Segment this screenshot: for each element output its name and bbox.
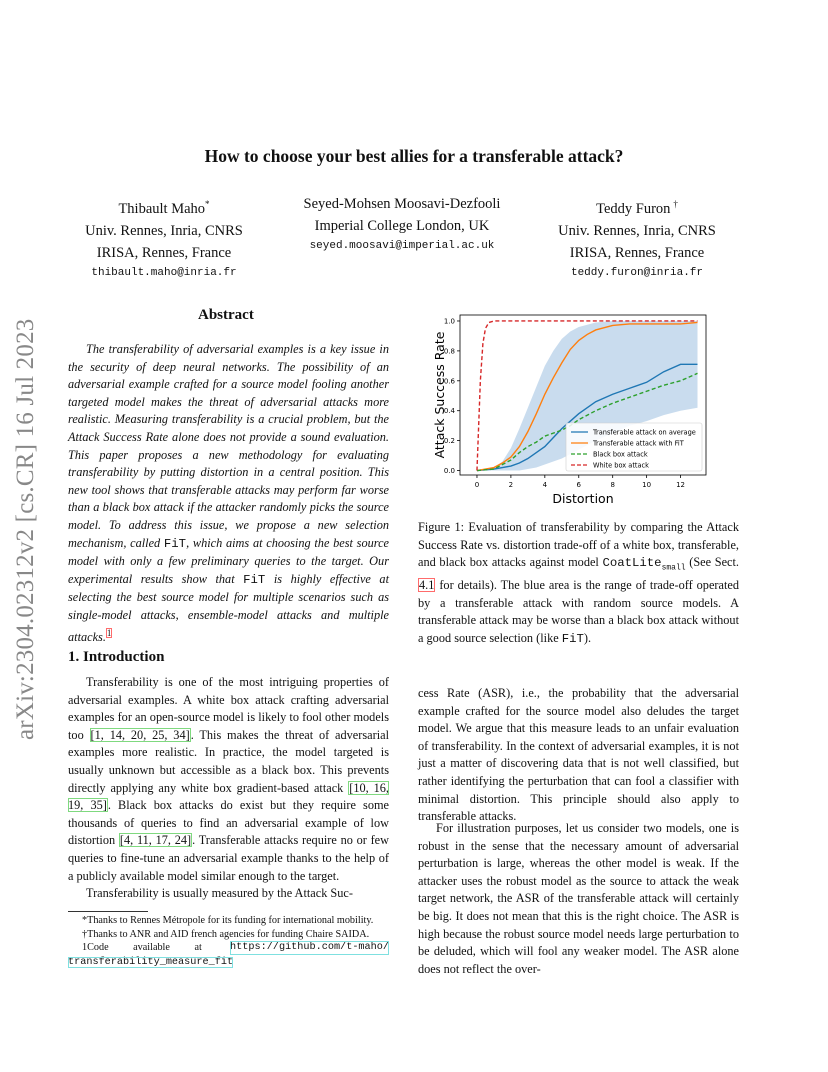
chart-x-tick-label: 10 xyxy=(642,481,652,489)
fit-term: FiT xyxy=(163,536,187,551)
citation-link[interactable]: [4, 11, 17, 24] xyxy=(119,833,192,848)
intro-text: Transferability is one of the most intriguing properties of adversarial examples. A white box attack crafting adversarial examples for an open-source model is likely to fool other models too xyxy=(68,675,389,742)
chart-y-tick-label: 0.4 xyxy=(443,407,455,416)
intro-paragraph-1 xyxy=(68,674,389,885)
arxiv-stamp xyxy=(4,300,60,740)
chart-x-axis-label: Distortion xyxy=(552,491,614,506)
footnote-3 xyxy=(68,941,389,969)
author-affiliation: IRISA, Rennes, France xyxy=(569,244,705,261)
section-link[interactable]: 4.1 xyxy=(419,578,435,593)
intro-text: . Black box attacks do exist but they require some thousands of queries to find an adversarial example of low distortion xyxy=(68,798,389,848)
section-heading-introduction: 1. Introduction xyxy=(68,649,165,665)
caption-model-sub: small xyxy=(661,563,686,573)
citation-link[interactable]: [10, 16, 19, 35] xyxy=(68,780,389,813)
footnote-link[interactable]: 1 xyxy=(106,627,112,638)
author-name: Seyed-Mohsen Moosavi-Dezfooli xyxy=(303,196,501,212)
citation-link[interactable]: [1, 14, 20, 25, 34] xyxy=(90,727,190,742)
chart-y-tick-label: 0.6 xyxy=(443,377,455,386)
chart-legend-label: Black box attack xyxy=(593,450,648,459)
chart-x-tick-label: 8 xyxy=(610,481,615,489)
chart-y-tick-label: 0.0 xyxy=(443,467,455,476)
code-url-cont[interactable]: transferability_measure_fit xyxy=(68,956,234,968)
footnote-rule xyxy=(68,911,148,912)
intro-text: . Transferable attacks require no or few queries to fine-tune an adversarial example thanks to the help of a publicly available model similar enough to the target. xyxy=(68,833,390,883)
chart-y-axis-label: Attack Success Rate xyxy=(432,331,447,459)
paper-title: How to choose your best allies for a transferable attack? xyxy=(204,146,624,166)
footnote-2: †Thanks to ANR and AID french agencies for funding Chaire SAIDA. xyxy=(82,929,370,940)
author-block-2 xyxy=(278,193,526,255)
intro-paragraph-2: Transferability is usually measured by the Attack Suc- xyxy=(86,886,353,900)
chart-x-tick-label: 6 xyxy=(576,481,581,489)
caption-text: ). xyxy=(583,631,592,646)
chart-x-tick-label: 2 xyxy=(508,481,514,489)
author-email[interactable]: seyed.moosavi@imperial.ac.uk xyxy=(309,240,495,252)
chart-y-tick-label: 0.8 xyxy=(443,347,455,356)
author-affiliation: Univ. Rennes, Inria, CNRS xyxy=(558,222,716,239)
chart-y-tick-label: 1.0 xyxy=(443,317,455,326)
caption-text: Figure 1: Evaluation of transferability by comparing the Attack Success Rate vs. distortion trade-off of a white box, transferable, and black box attacks against model xyxy=(418,520,739,570)
chart-x-tick-label: 12 xyxy=(676,481,686,489)
figure-1-caption xyxy=(418,519,739,649)
chart-y-tick-label: 0.2 xyxy=(443,437,455,446)
caption-model: CoatLite xyxy=(602,556,662,571)
arxiv-id: arXiv:2304.02312v2 [cs.CR] 16 Jul 2023 xyxy=(12,318,39,740)
author-block-3 xyxy=(532,193,742,282)
author-email[interactable]: teddy.furon@inria.fr xyxy=(570,266,704,279)
author-mark: † xyxy=(673,199,678,209)
chart-x-tick-label: 0 xyxy=(474,481,480,489)
code-url[interactable]: https://github.com/t-maho/ xyxy=(230,942,389,953)
fit-term: FiT xyxy=(243,572,266,587)
footnote-3-label: 1Code available at xyxy=(82,942,202,953)
abstract-heading: Abstract xyxy=(198,307,254,323)
author-name: Thibault Maho xyxy=(118,200,206,217)
chart-x-tick-label: 4 xyxy=(542,481,548,489)
right-column-paragraph-1: cess Rate (ASR), i.e., the probability that the adversarial example crafted for the source model also deludes the target model. We argue that this measure leads to an unfair evaluation of transferability. In the context of adversarial examples, it is not just a matter of discovering data that is not well classified, but rather identifying the perturbation that can fool a classifier with minimal distortion. This principle should also apply to transferable attacks. xyxy=(418,686,739,824)
author-block-1 xyxy=(64,193,264,282)
abstract-part: is highly effective at selecting the best source model for multiple scenarios such as single-model attacks, ensemble-model attacks and multiple attacks. xyxy=(68,571,389,644)
abstract-part: , which aims at choosing the best source model with only a few preliminary queries to the target. Our experimental results show that xyxy=(68,535,390,586)
caption-text: for details). The blue area is the range of trade-off operated by a transferable attack with random source models. A transferable attack may be worse than a black box attack without a good source selection (like xyxy=(418,578,739,646)
figure-1-chart xyxy=(416,305,746,510)
author-affiliation: Univ. Rennes, Inria, CNRS xyxy=(85,222,243,239)
author-mark: * xyxy=(205,199,210,209)
abstract-text xyxy=(68,341,389,646)
caption-text: (See Sect. xyxy=(685,555,739,570)
footnote-1: *Thanks to Rennes Métropole for its funding for international mobility. xyxy=(82,915,374,926)
intro-text: . This makes the threat of adversarial examples more realistic. In practice, the model targeted is usually unknown but accessible as a black box. This prevents directly applying any white box gradient-based attack xyxy=(68,727,389,795)
chart-legend-label: Transferable attack on average xyxy=(593,428,696,437)
right-column-paragraph-2: For illustration purposes, let us consider two models, one is robust in the sense that the necessary amount of adversarial perturbation is large, whereas the other model is weak. If the attacker uses the robust model as the source to attack the weak target network, the ASR of the transferable attack will certainly be big. It does not mean that this is the right choice. The ASR is high because the robust source model needs large perturbation to be deluded, which will fool any weaker model. The ASR alone does not reflect the over- xyxy=(418,821,739,976)
chart-legend-label: Transferable attack with FiT xyxy=(593,439,684,448)
author-name: Teddy Furon xyxy=(596,200,671,217)
abstract-part: The transferability of adversarial examples is a key issue in the security of deep neural networks. The possibility of an adversarial example crafted for a source model fooling another targeted model makes the threat of adversarial attacks more realistic. Measuring transferability is a crucial problem, but the Attack Success Rate alone does not provide a sound evaluation. This paper proposes a new methodology for evaluating transferability by putting distortion in a central position. This new tool shows that transferable attacks may perform far worse than a black box attack if the attacker randomly picks the source model. To address this issue, we propose a new selection mechanism, called xyxy=(68,342,389,550)
author-affiliation: Imperial College London, UK xyxy=(314,218,490,234)
chart-legend-label: White box attack xyxy=(593,461,649,470)
fit-term: FiT xyxy=(561,632,584,647)
author-email[interactable]: thibault.maho@inria.fr xyxy=(91,266,237,279)
chart-legend xyxy=(566,423,702,471)
author-affiliation: IRISA, Rennes, France xyxy=(96,244,232,261)
